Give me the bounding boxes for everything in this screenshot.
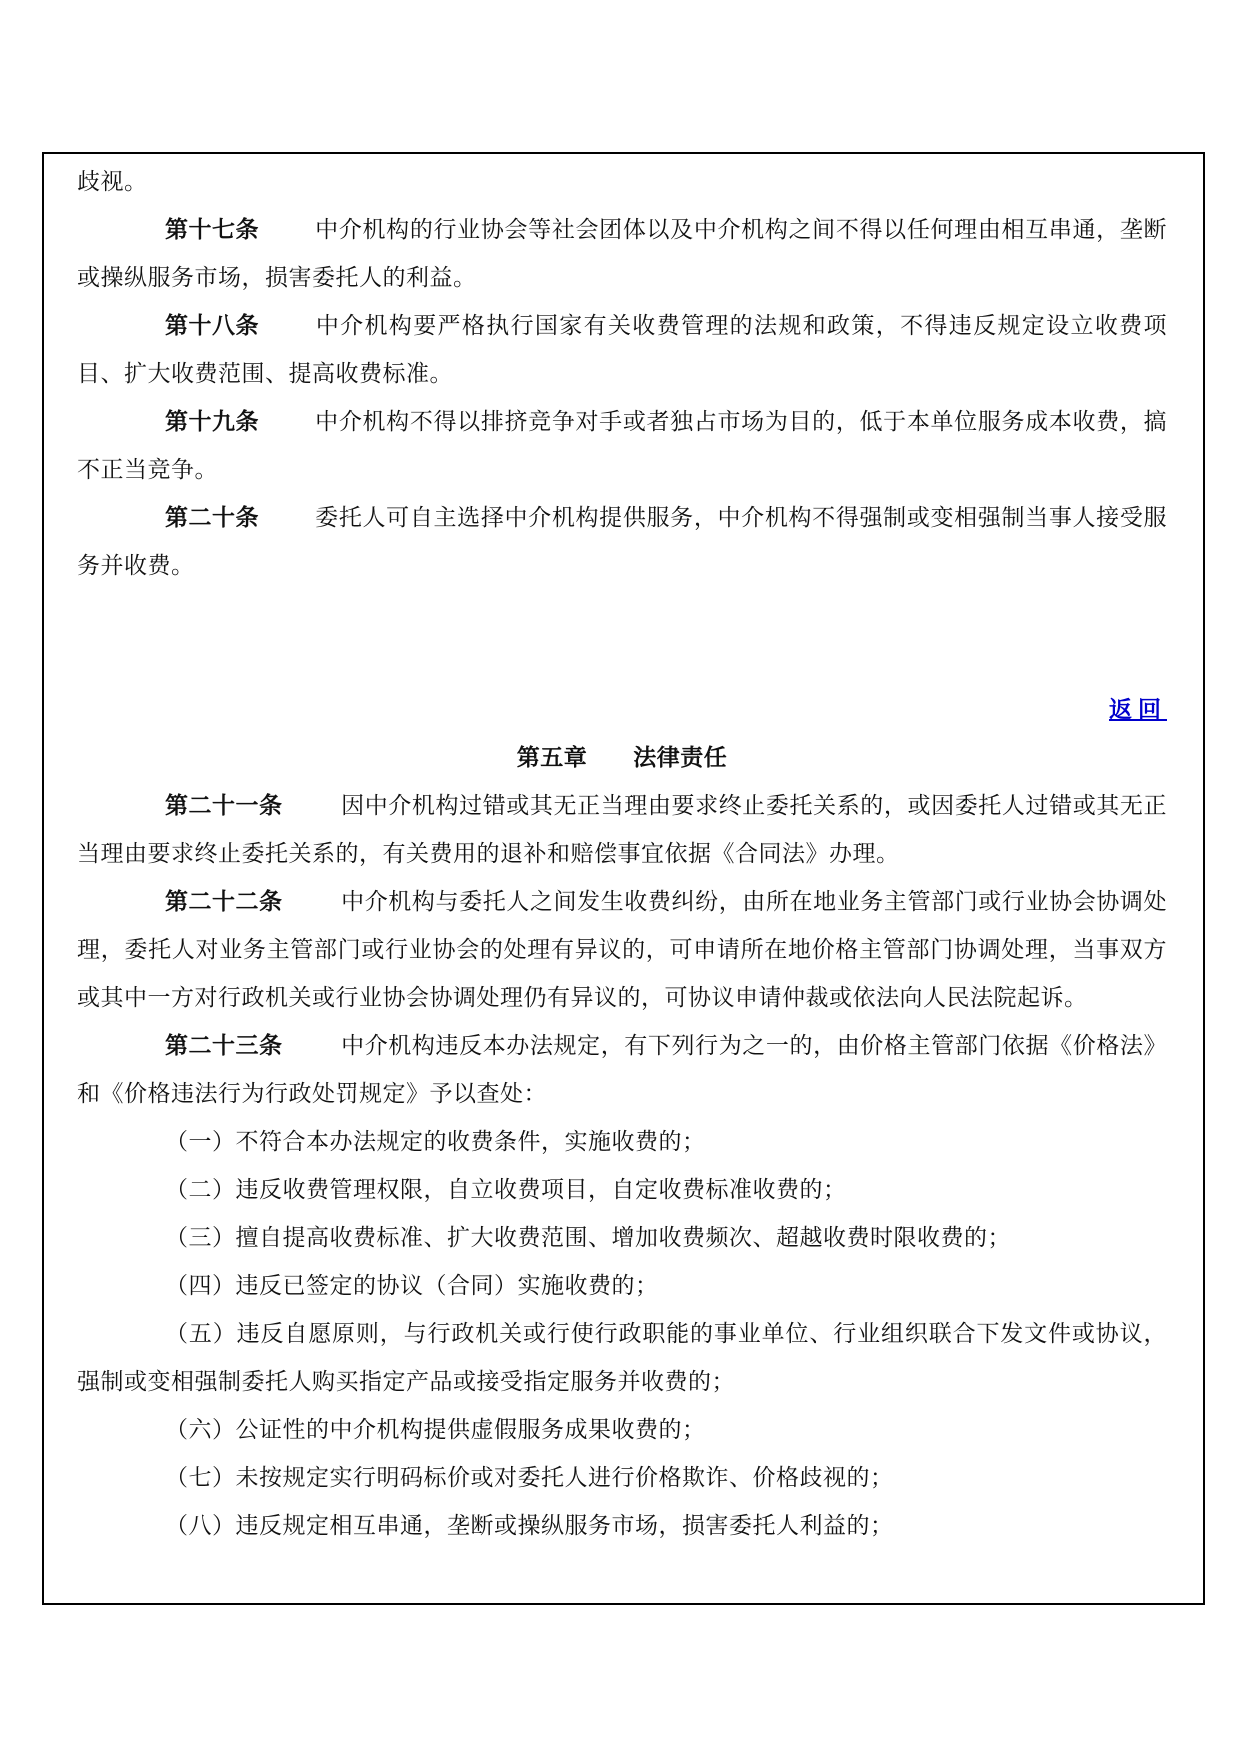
document-body <box>77 158 1167 1550</box>
chapter-title: 法律责任 <box>633 744 728 771</box>
list-item: （六）公证性的中介机构提供虚假服务成果收费的； <box>165 1417 706 1443</box>
list-item: （一）不符合本办法规定的收费条件，实施收费的； <box>165 1129 706 1155</box>
article-23 <box>77 1022 1167 1118</box>
article-text: 中介机构与委托人之间发生收费纠纷，由所在地业务主管部门或行业协会协调处理，委托人对业务主管部门或行业协会的处理有异议的，可申请所在地价格主管部门协调处理，当事双方或其中一方对行政机关或行业协会协调处理仍有异议的，可协议申请仲裁或依法向人民法院起诉。 <box>77 889 1167 1011</box>
article-text: 因中介机构过错或其无正当理由要求终止委托关系的，或因委托人过错或其无正当理由要求终止委托关系的，有关费用的退补和赔偿事宜依据《合同法》办理。 <box>77 793 1167 867</box>
article-21 <box>77 782 1167 878</box>
spacer <box>77 590 1167 686</box>
list-item: （五）违反自愿原则，与行政机关或行使行政职能的事业单位、行业组织联合下发文件或协议，强制或变相强制委托人购买指定产品或接受指定服务并收费的； <box>77 1321 1167 1395</box>
article-17 <box>77 206 1167 302</box>
article-number: 第十八条 <box>165 312 259 339</box>
list-item: （八）违反规定相互串通，垄断或操纵服务市场，损害委托人利益的； <box>165 1513 894 1539</box>
list-item: （二）违反收费管理权限，自立收费项目，自定收费标准收费的； <box>165 1177 847 1203</box>
article-number: 第二十条 <box>165 504 259 531</box>
list-item: （三）擅自提高收费标准、扩大收费范围、增加收费频次、超越收费时限收费的； <box>165 1225 1011 1251</box>
chapter-heading <box>77 734 1167 782</box>
article-text: 中介机构要严格执行国家有关收费管理的法规和政策，不得违反规定设立收费项目、扩大收费范围、提高收费标准。 <box>77 313 1167 387</box>
article-text: 中介机构的行业协会等社会团体以及中介机构之间不得以任何理由相互串通，垄断或操纵服务市场，损害委托人的利益。 <box>77 217 1167 291</box>
list-item: （七）未按规定实行明码标价或对委托人进行价格欺诈、价格歧视的； <box>165 1465 894 1491</box>
article-text: 中介机构违反本办法规定，有下列行为之一的，由价格主管部门依据《价格法》和《价格违法行为行政处罚规定》予以查处： <box>77 1033 1167 1107</box>
article-22 <box>77 878 1167 1022</box>
article-20 <box>77 494 1167 590</box>
article-number: 第十九条 <box>165 408 259 435</box>
article-number: 第二十二条 <box>165 888 283 915</box>
article-number: 第二十一条 <box>165 792 283 819</box>
chapter-number: 第五章 <box>516 744 588 771</box>
list-item: （四）违反已签定的协议（合同）实施收费的； <box>165 1273 659 1299</box>
document-frame <box>42 152 1205 1605</box>
article-number: 第二十三条 <box>165 1032 283 1059</box>
intro-fragment: 歧视。 <box>77 169 148 195</box>
back-link[interactable]: 返回 <box>1109 696 1167 723</box>
article-18 <box>77 302 1167 398</box>
back-row <box>77 686 1167 734</box>
article-text: 委托人可自主选择中介机构提供服务，中介机构不得强制或变相强制当事人接受服务并收费。 <box>77 505 1167 579</box>
article-text: 中介机构不得以排挤竞争对手或者独占市场为目的，低于本单位服务成本收费，搞不正当竞争。 <box>77 409 1167 483</box>
article-19 <box>77 398 1167 494</box>
article-number: 第十七条 <box>165 216 259 243</box>
